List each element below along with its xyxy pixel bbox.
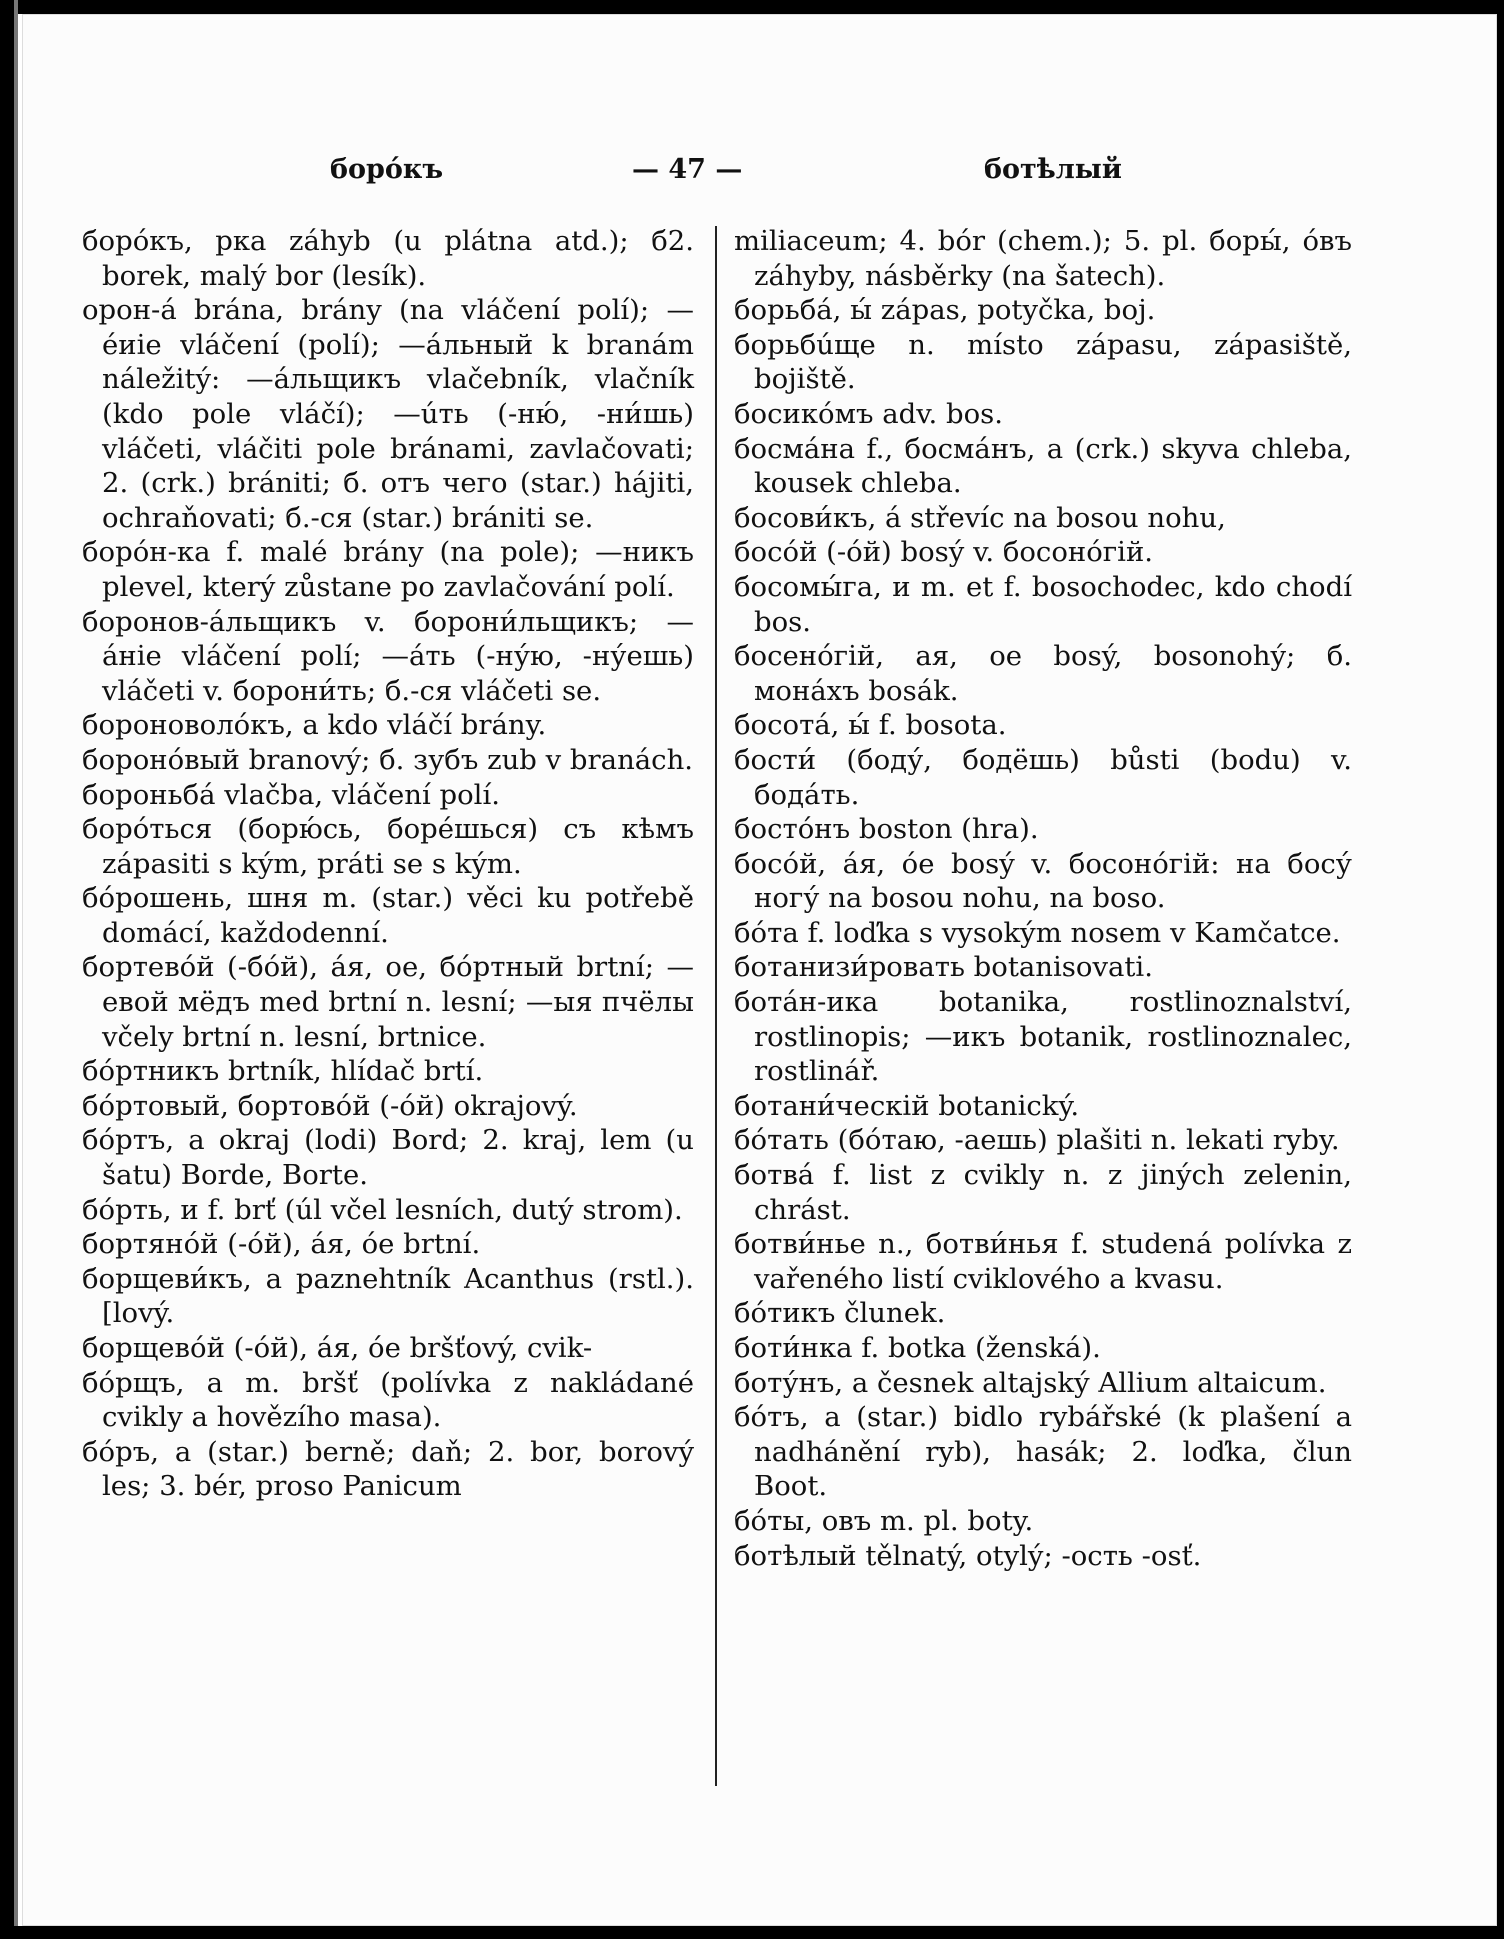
dictionary-entry: босикóмъ adv. bos. (734, 397, 1003, 430)
dictionary-entry: бóртовый, бортовóй (-óй) okrajový. (82, 1089, 578, 1122)
dictionary-entry: бóты, овъ m. pl. boty. (734, 1504, 1034, 1537)
dictionary-entry: miliaceum; 4. bór (chem.); 5. pl. боры́, óвъ záhyby, násběrky (na šatech). (734, 225, 1352, 292)
dictionary-entry: борщевóй (-óй), áя, óе bršťový, cvik- (82, 1332, 593, 1364)
dictionary-entry: бороньбá vlačba, vláčení polí. (82, 778, 501, 811)
dictionary-entry: боронов-áльщикъ v. борони́льщикъ; —áнie vláčení polí; —áть (-ну́ю, -ну́ешь) vláčeti v. борони́ть; б.-ся vláčeti se. (82, 605, 694, 707)
dictionary-entry: борóн-ка f. malé brány (na pole); —никъ plevel, který zůstane po zavlačování polí. (82, 536, 694, 603)
dictionary-entry: босмáна f., босмáнъ, a (crk.) skyva chleba, kousek chleba. (734, 432, 1352, 500)
dictionary-entry: бóтъ, a (star.) bidlo rybářské (k plašení a nadhánění ryb), hasák; 2. loďka, člun Boot. (734, 1401, 1352, 1503)
dictionary-entry: бóрщъ, a m. bršť (polívka z nakládané cvikly a hovězího masa). (82, 1366, 694, 1434)
dictionary-entry: ботани́ческій botanický. (734, 1089, 1080, 1122)
dictionary-entry: борóкъ, рка záhyb (u plátna atd.); б2. borek, malý bor (lesík). (82, 225, 694, 292)
dictionary-entry: бóрть, и f. brť (úl včel lesních, dutý strom). (82, 1193, 683, 1226)
dictionary-entry: ботѣлый tělnatý, otylý; -ость -osť. (734, 1539, 1202, 1572)
dictionary-entry: боти́нка f. botka (ženská). (734, 1332, 1101, 1364)
scan-border-bottom (0, 1926, 1504, 1939)
dictionary-entry: борóться (борю́сь, борéшься) съ кѣмъ zápasiti s kým, práti se s kým. (82, 813, 694, 880)
dictionary-entry: бóта f. loďka s vysokým nosem v Kamčatce. (734, 916, 1341, 949)
dictionary-entry: борьбá, ы́ zápas, potyčka, boj. (734, 294, 1156, 327)
scan-border-right (1497, 0, 1504, 1939)
right-guide-word: ботѣлый (984, 154, 1122, 185)
dictionary-entry: босотá, ы́ f. bosota. (734, 709, 1007, 742)
dictionary-entry: босенóгій, ая, ое bosý, bosonohý; б. монáхъ bosák. (734, 640, 1352, 707)
dictionary-entry: босóй, áя, óе bosý v. босонóгій: на босу́ ногу́ na bosou nohu, na boso. (734, 847, 1352, 915)
column-divider (715, 226, 717, 1786)
dictionary-entry: бóртникъ brtník, hlídač brtí. (82, 1055, 484, 1088)
dictionary-entry: бортевóй (-бóй), áя, ое, бóртный brtní; —евой мёдъ med brtní n. lesní; —ыя пчёлы včely brtní n. lesní, brtnice. (82, 951, 694, 1053)
dictionary-entry: бостóнъ boston (hra). (734, 813, 1039, 846)
dictionary-entry: орон-á brána, brány (na vláčení polí); —éиie vláčení (polí); —áльный k branám náležitý: —áльщикъ vlačebník, vlačník (kdo pole vláčí); —úть (-ню́, -ни́шь) vláčeti, vláčiti pole bránami, zavlačovati; 2. (crk.) brániti; б. отъ чего (star.) hájiti, ochraňovati; б.-ся (star.) brániti se. (82, 294, 694, 534)
dictionary-entry: бóтикъ člunek. (734, 1297, 946, 1330)
dictionary-entry: ботви́нье n., ботви́нья f. studená polívka z vařeného listí cviklového a kvasu. (734, 1228, 1352, 1295)
dictionary-entry: бости́ (боду́, бодёшь) bůsti (bodu) v. бодáть. (734, 743, 1352, 811)
left-column (82, 224, 694, 1504)
dictionary-entry: ботвá f. list z cvikly n. z jiných zelenin, chrást. (734, 1159, 1352, 1226)
scan-border-left (0, 0, 14, 1939)
dictionary-entry: ботáн-ика botanika, rostlinoznalství, rostlinopis; —икъ botanik, rostlinoznalec, rostlinář. (734, 986, 1352, 1088)
dictionary-entry: бóртъ, a okraj (lodi) Bord; 2. kraj, lem (u šatu) Borde, Borte. (82, 1124, 694, 1192)
dictionary-entry: босомы́га, и m. et f. bosochodec, kdo chodí bos. (734, 570, 1352, 638)
dictionary-entry: бóтать (бóтаю, -аешь) plašiti n. lekati ryby. (734, 1124, 1340, 1157)
running-header (22, 154, 1497, 194)
scan-border-left-inner (14, 0, 18, 1939)
page-number: — 47 — (632, 154, 743, 185)
scan-border-top (0, 0, 1504, 14)
dictionary-entry: босóй (-óй) bosý v. босонóгій. (734, 536, 1154, 569)
dictionary-entry: бóръ, a (star.) berně; daň; 2. bor, borový les; 3. bér, proso Panicum (82, 1435, 694, 1503)
dictionary-entry: босови́къ, á střevíc na bosou nohu, (734, 501, 1226, 534)
left-guide-word: борóкъ (330, 154, 444, 185)
dictionary-entry: бóрошень, шня m. (star.) věci ku potřebě domácí, každodenní. (82, 882, 694, 949)
dictionary-entry: бороноволóкъ, a kdo vláčí brány. (82, 709, 547, 742)
right-column (734, 224, 1352, 1573)
dictionary-entry: боронóвый branový; б. зубъ zub v branách. (82, 743, 694, 776)
dictionary-entry: борьбúще n. místo zápasu, zápasiště, bojiště. (734, 328, 1352, 396)
dictionary-page (22, 14, 1497, 1926)
dictionary-entry: ботанизи́ровать botanisovati. (734, 951, 1153, 984)
dictionary-entry: борщеви́къ, a paznehtník Acanthus (rstl.). [lový. (82, 1262, 694, 1330)
dictionary-entry: боту́нъ, a česnek altajský Allium altaicum. (734, 1366, 1327, 1399)
dictionary-entry: бортяно́й (-óй), áя, óе brtní. (82, 1228, 481, 1261)
